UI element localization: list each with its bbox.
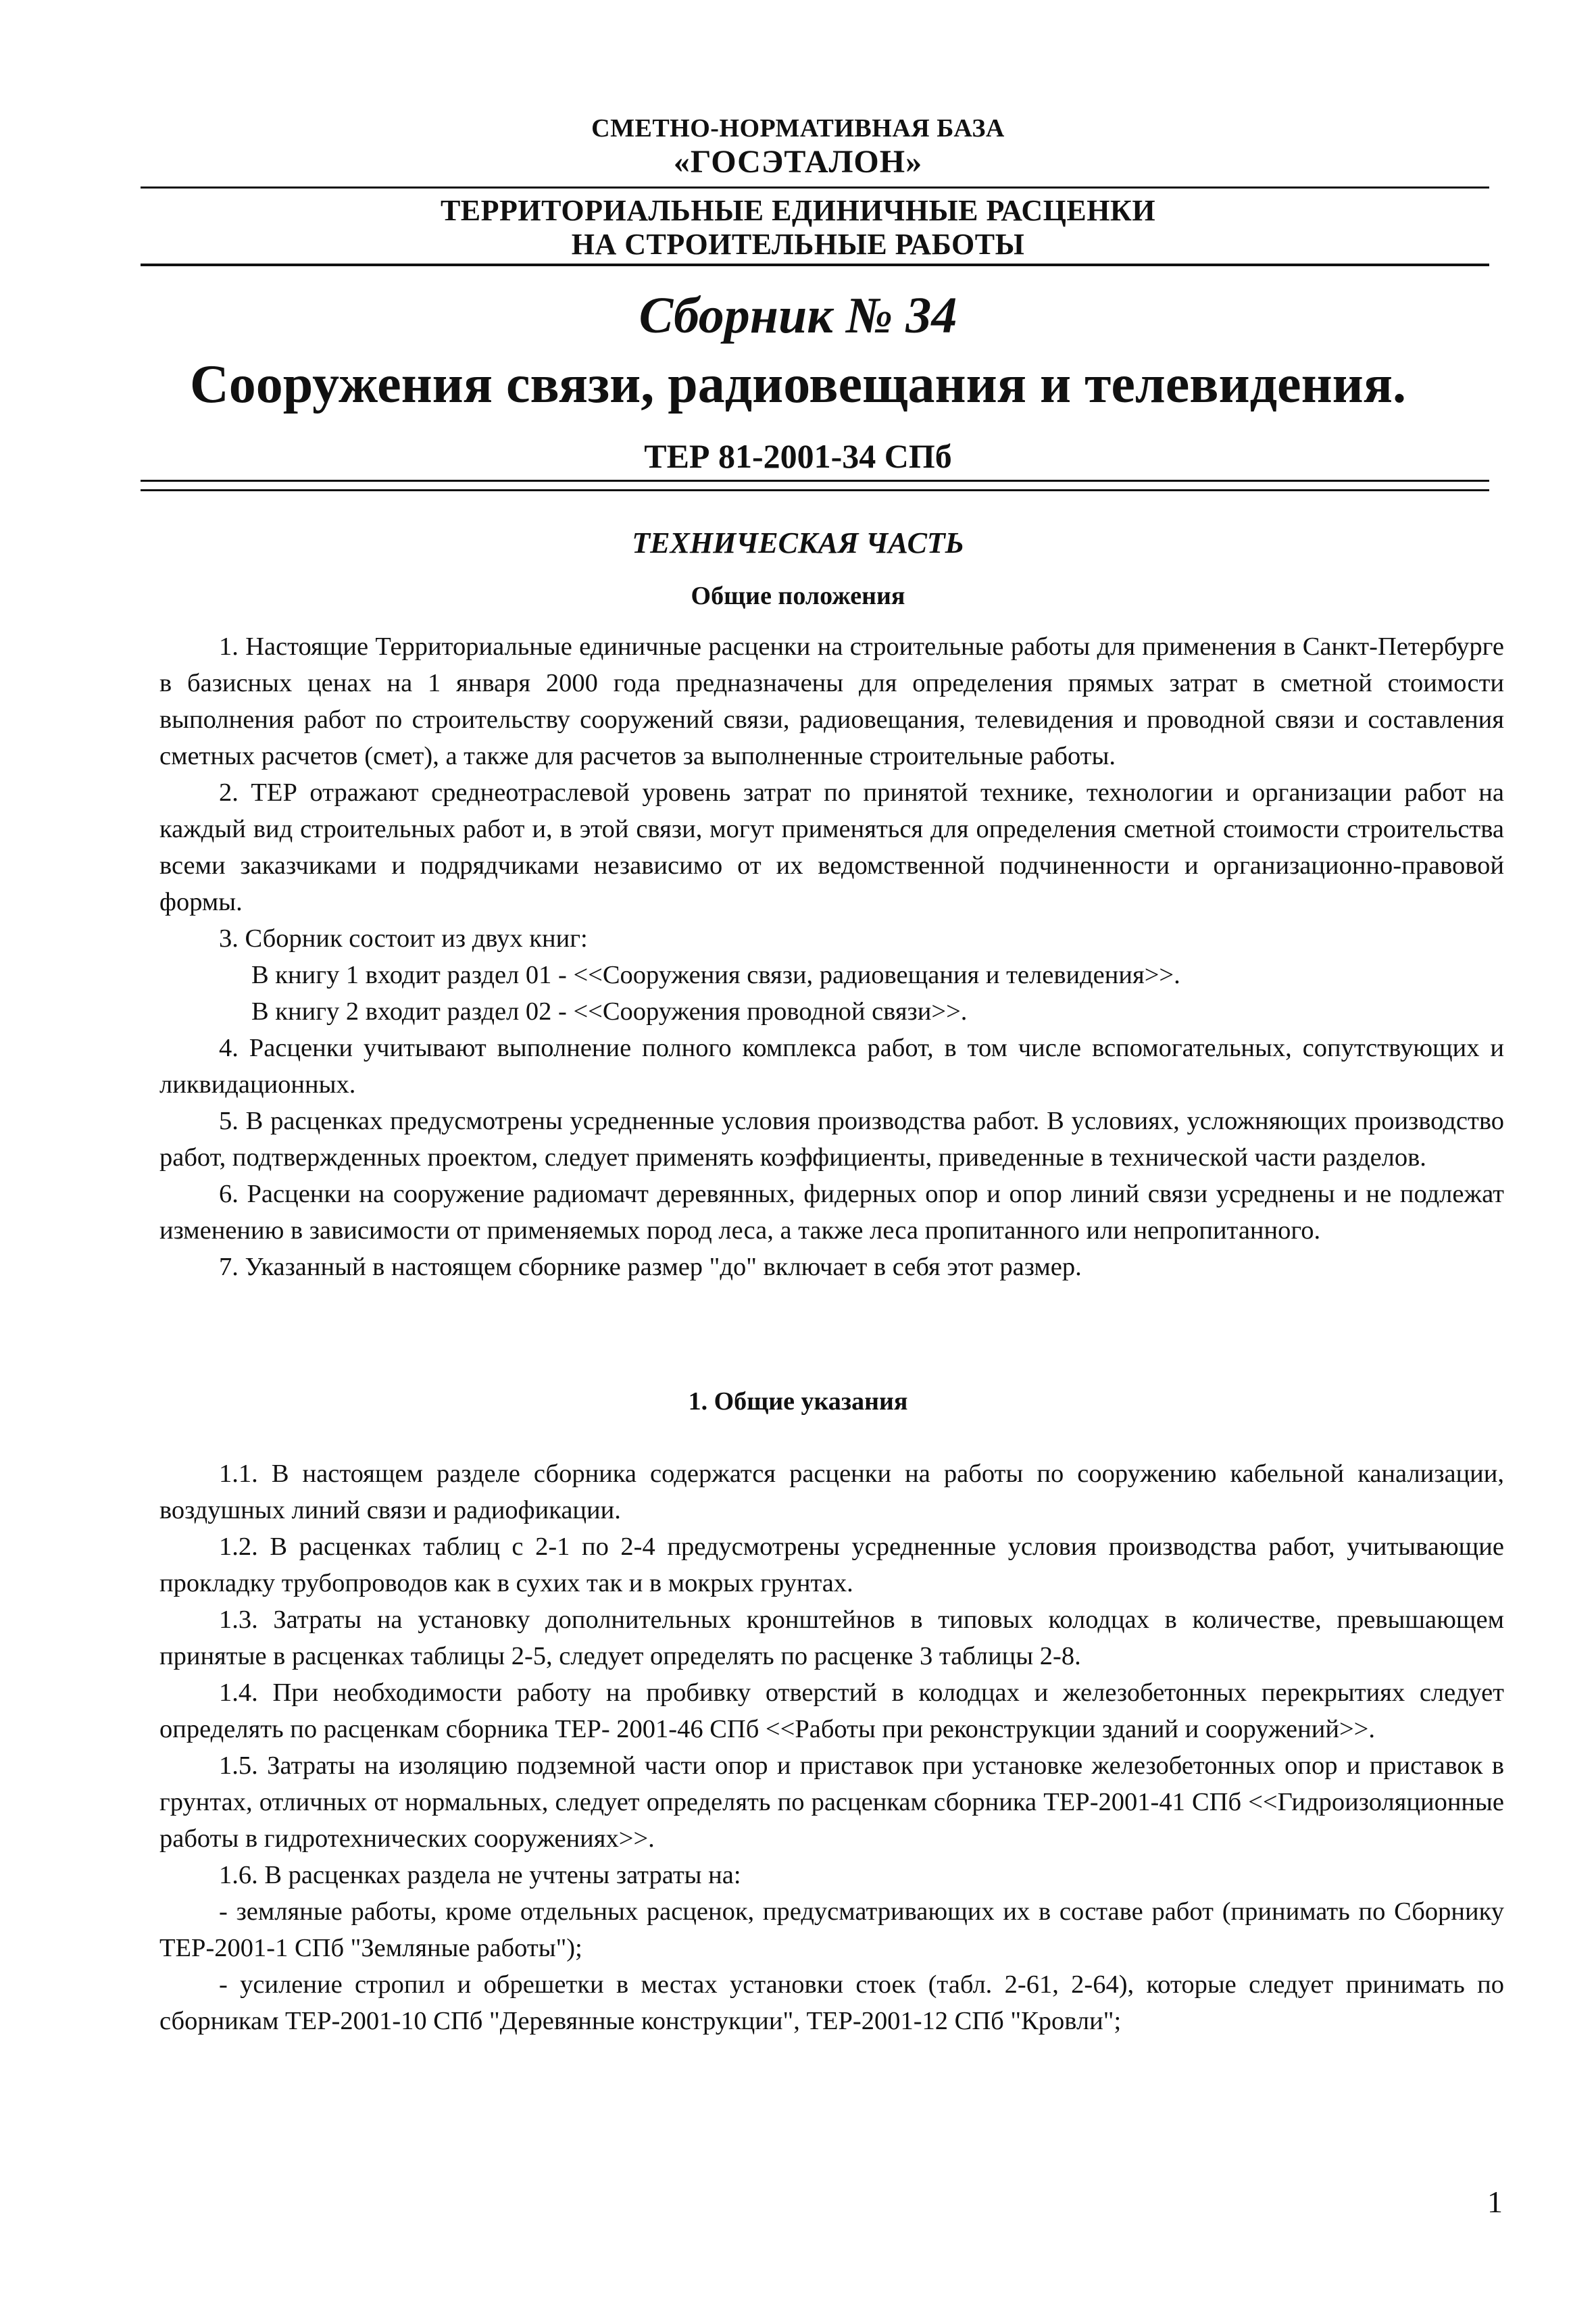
- header-brand-name: «ГОСЭТАЛОН»: [673, 144, 923, 180]
- header-title-line-2: НА СТРОИТЕЛЬНЫЕ РАБОТЫ: [571, 228, 1025, 261]
- instruction-1-3: 1.3. Затраты на установку дополнительных кронштейнов в типовых колодцах в количестве, превышающем принятые в расценках таблицы 2-5, следует определять по расценке 3 таблицы 2-8.: [159, 1605, 1504, 1670]
- instruction-1-6: 1.6. В расценках раздела не учтены затраты на:: [219, 1861, 741, 1889]
- collection-title: Сооружения связи, радиовещания и телевидения.: [189, 355, 1407, 414]
- collection-number: Сборник № 34: [639, 287, 957, 344]
- instruction-1-1: 1.1. В настоящем разделе сборника содержатся расценки на работы по сооружению кабельной канализации, воздушных линий связи и радиофикации.: [159, 1460, 1504, 1524]
- general-instructions-heading: 1. Общие указания: [688, 1387, 908, 1416]
- paragraph-5: 5. В расценках предусмотрены усредненные условия производства работ. В условиях, усложняющих производство работ, подтвержденных проектом, следует применять коэффициенты, приведенные в технической части разделов.: [159, 1107, 1504, 1172]
- instruction-1-6-item-2: - усиление стропил и обрешетки в местах установки стоек (табл. 2-61, 2-64), которые следует принимать по сборникам ТЕР-2001-10 СПб "Деревянные конструкции", ТЕР-2001-12 СПб "Кровли";: [159, 1970, 1504, 2035]
- collection-code: ТЕР 81-2001-34 СПб: [644, 437, 952, 475]
- header-rule-2: [141, 264, 1489, 266]
- header-database-label: СМЕТНО-НОРМАТИВНАЯ БАЗА: [591, 114, 1005, 143]
- paragraph-1: 1. Настоящие Территориальные единичные расценки на строительные работы для применения в Санкт-Петербурге в базисных ценах на 1 января 2000 года предназначены для определения прямых затрат в сметной стоимости выполнения работ по строительству сооружений связи, радиовещания, телевидения и проводной связи и составления сметных расчетов (смет), а также для расчетов за выполненные строительные работы.: [159, 632, 1504, 770]
- general-instructions-body: [159, 1455, 1504, 2039]
- general-provisions-heading: Общие положения: [691, 582, 905, 610]
- paragraph-7: 7. Указанный в настоящем сборнике размер "до" включает в себя этот размер.: [219, 1253, 1082, 1281]
- page-number: 1: [1487, 2185, 1503, 2219]
- paragraph-3-book-1: В книгу 1 входит раздел 01 - <<Сооружения связи, радиовещания и телевидения>>.: [251, 961, 1180, 989]
- instruction-1-2: 1.2. В расценках таблиц с 2-1 по 2-4 предусмотрены усредненные условия производства работ, учитывающие прокладку трубопроводов как в сухих так и в мокрых грунтах.: [159, 1533, 1504, 1597]
- header-title-line-1: ТЕРРИТОРИАЛЬНЫЕ ЕДИНИЧНЫЕ РАСЦЕНКИ: [440, 194, 1156, 227]
- paragraph-3: 3. Сборник состоит из двух книг:: [219, 924, 588, 953]
- paragraph-4: 4. Расценки учитывают выполнение полного комплекса работ, в том числе вспомогательных, сопутствующих и ликвидационных.: [159, 1034, 1504, 1099]
- paragraph-6: 6. Расценки на сооружение радиомачт деревянных, фидерных опор и опор линий связи усреднены и не подлежат изменению в зависимости от применяемых пород леса, а также леса пропитанного или непропитанного.: [159, 1180, 1504, 1245]
- instruction-1-4: 1.4. При необходимости работу на пробивку отверстий в колодцах и железобетонных перекрытиях следует определять по расценкам сборника ТЕР- 2001-46 СПб <<Работы при реконструкции зданий и сооружений>>.: [159, 1678, 1504, 1743]
- instruction-1-6-item-1: - земляные работы, кроме отдельных расценок, предусматривающих их в составе работ (принимать по Сборнику ТЕР-2001-1 СПб "Земляные работы");: [159, 1897, 1504, 1962]
- technical-part-body: [159, 628, 1504, 1285]
- paragraph-3-book-2: В книгу 2 входит раздел 02 - <<Сооружения проводной связи>>.: [251, 997, 968, 1026]
- instruction-1-5: 1.5. Затраты на изоляцию подземной части опор и приставок при установке железобетонных опор и приставок в грунтах, отличных от нормальных, следует определять по расценкам сборника ТЕР-2001-41 СПб <<Гидроизоляционные работы в гидротехнических сооружениях>>.: [159, 1751, 1504, 1853]
- collection-rule-lower: [141, 489, 1489, 491]
- header-rule-1: [141, 186, 1489, 189]
- paragraph-2: 2. ТЕР отражают среднеотраслевой уровень затрат по принятой технике, технологии и организации работ на каждый вид строительных работ и, в этой связи, могут применяться для определения сметной стоимости строительства всеми заказчиками и подрядчиками независимо от их ведомственной подчиненности и организационно-правовой формы.: [159, 778, 1504, 916]
- collection-rule-upper: [141, 480, 1489, 482]
- technical-part-heading: ТЕХНИЧЕСКАЯ ЧАСТЬ: [632, 526, 964, 559]
